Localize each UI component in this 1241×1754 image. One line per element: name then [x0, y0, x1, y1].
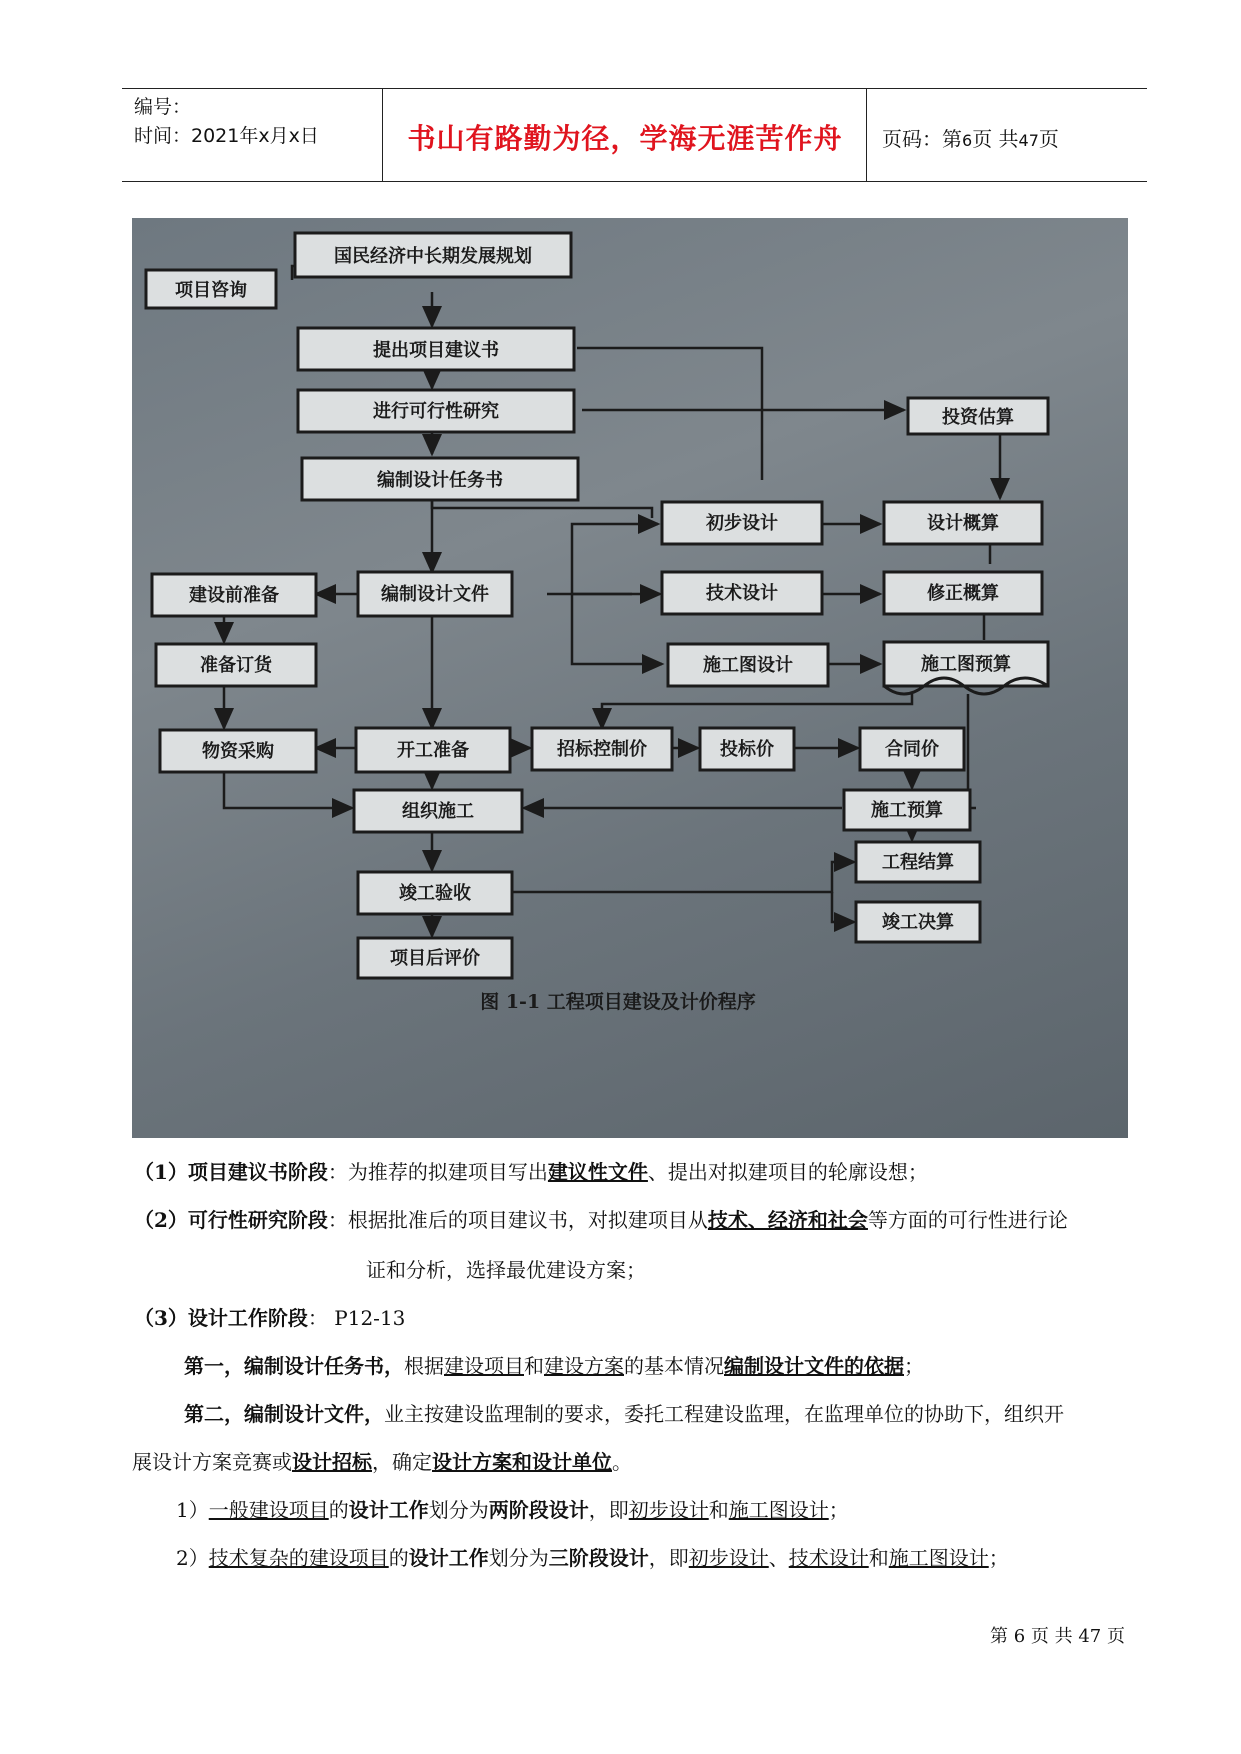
para-two-stage: [176, 1496, 849, 1524]
para-first: [184, 1352, 924, 1380]
page-footer: 第 6 页 共 47 页: [990, 1626, 1125, 1647]
svg-text:物资采购: 物资采购: [202, 741, 274, 762]
node-project-proposal: [298, 328, 574, 370]
p7-num: 2）: [176, 1546, 209, 1570]
node-design-brief: [302, 458, 578, 500]
p7-bold-2: 三阶段设计: [548, 1546, 649, 1570]
svg-text:招标控制价: 招标控制价: [557, 739, 647, 760]
svg-text:修正概算: 修正概算: [927, 583, 999, 604]
p5-underline-2: 设计方案和设计单位: [432, 1450, 612, 1474]
node-preliminary-design: [662, 502, 822, 544]
p6-bold-1: 设计工作: [348, 1498, 429, 1522]
svg-text:竣工决算: 竣工决算: [882, 912, 954, 933]
svg-text:项目咨询: 项目咨询: [175, 280, 247, 301]
page-total: 47: [1018, 131, 1039, 150]
para-second-cont: [132, 1448, 632, 1476]
p7-underline-4: 施工图设计: [888, 1546, 989, 1570]
flowchart-photo: [132, 218, 1128, 1138]
p2-text: ：根据批准后的项目建议书，对拟建项目从: [327, 1208, 708, 1232]
header-meta: [134, 93, 319, 151]
svg-text:施工预算: 施工预算: [871, 800, 943, 821]
p7-bold-1: 设计工作: [408, 1546, 489, 1570]
p7-underline-2: 初步设计: [688, 1546, 769, 1570]
para-proposal-stage: [134, 1158, 928, 1186]
svg-text:合同价: 合同价: [885, 739, 939, 760]
node-completion-acceptance: [358, 872, 512, 914]
p7-text-e: 和: [868, 1546, 889, 1570]
page-prefix: 页码：第: [882, 127, 962, 151]
node-construction-budget: [844, 790, 970, 830]
p7-text-c: ，即: [648, 1546, 689, 1570]
p1-text: ：为推荐的拟建项目写出: [327, 1160, 548, 1184]
p4-underline-1: 建设项目: [444, 1354, 524, 1378]
p5-underline-1: 设计招标: [292, 1450, 372, 1474]
p5-text-c: ，确定: [372, 1450, 432, 1474]
p7-text-d: 、: [768, 1546, 789, 1570]
p4-head: 第一，编制设计任务书，: [184, 1354, 404, 1378]
svg-text:进行可行性研究: 进行可行性研究: [373, 401, 499, 422]
node-revised-budget: [884, 572, 1042, 614]
node-final-accounts: [856, 902, 980, 942]
p2-head: 可行性研究阶段: [187, 1208, 328, 1232]
p4-text-d: ；: [904, 1354, 924, 1378]
p6-text: 的: [328, 1498, 349, 1522]
para-feasibility-stage: [134, 1206, 1068, 1234]
p2-text-end: 等方面的可行性进行论: [867, 1208, 1068, 1232]
page-suffix: 页: [1038, 127, 1059, 151]
p6-bold-2: 两阶段设计: [488, 1498, 589, 1522]
flowchart-diagram: [132, 218, 1128, 1138]
node-project-settlement: [856, 842, 980, 882]
p1-text-end: 、提出对拟建项目的轮廓设想；: [647, 1160, 928, 1184]
node-organize-construction: [354, 790, 522, 832]
p6-text-b: 划分为: [428, 1498, 489, 1522]
node-project-consulting: [146, 270, 276, 308]
p7-text: 的: [388, 1546, 409, 1570]
p6-underline-1: 一般建设项目: [208, 1498, 329, 1522]
p6-text-e: ；: [828, 1498, 849, 1522]
page-number: 6: [962, 131, 973, 150]
node-technical-design: [662, 572, 822, 614]
svg-text:设计概算: 设计概算: [927, 513, 999, 534]
svg-text:投资估算: 投资估算: [942, 407, 1014, 428]
page-mid: 页 共: [972, 127, 1019, 151]
svg-text:建设前准备: 建设前准备: [189, 585, 279, 606]
flowchart-caption: 图 1-1 工程项目建设及计价程序: [480, 991, 756, 1013]
p4-text-b: 和: [524, 1354, 544, 1378]
node-national-plan: [295, 233, 571, 277]
node-contract-price: [860, 728, 964, 770]
svg-text:提出项目建议书: 提出项目建议书: [373, 340, 499, 361]
p5-text-b: 展设计方案竞赛或: [132, 1450, 292, 1474]
p4-underline-2: 建设方案: [544, 1354, 624, 1378]
p6-text-d: 和: [708, 1498, 729, 1522]
p1-num: （1）: [134, 1160, 188, 1184]
p7-underline-1: 技术复杂的建设项目: [208, 1546, 389, 1570]
header-motto: 书山有路勤为径，学海无涯苦作舟: [407, 122, 843, 155]
page-header: [122, 88, 1147, 182]
p4-underline-3: 编制设计文件的依据: [724, 1354, 904, 1378]
time-label: 时间：2021年x月x日: [134, 125, 319, 147]
svg-text:组织施工: 组织施工: [402, 801, 474, 822]
p7-underline-3: 技术设计: [788, 1546, 869, 1570]
node-design-budget: [884, 502, 1042, 544]
p7-text-b: 划分为: [488, 1546, 549, 1570]
p3-head: 设计工作阶段: [187, 1306, 308, 1330]
p2-num: （2）: [134, 1208, 188, 1232]
p6-underline-2: 初步设计: [628, 1498, 709, 1522]
p5-text-d: 。: [612, 1450, 632, 1474]
svg-text:初步设计: 初步设计: [706, 513, 778, 534]
svg-text:编制设计文件: 编制设计文件: [381, 584, 489, 605]
svg-text:项目后评价: 项目后评价: [390, 948, 480, 969]
svg-text:投标价: 投标价: [720, 739, 774, 760]
p2-underline: 技术、经济和社会: [707, 1208, 868, 1232]
p4-text: 根据: [404, 1354, 444, 1378]
node-construction-drawing: [668, 644, 828, 686]
node-investment-estimate: [908, 398, 1048, 434]
p6-text-c: ，即: [588, 1498, 629, 1522]
para-second: [184, 1400, 1064, 1428]
node-feasibility-study: [298, 390, 574, 432]
number-label: 编号：: [134, 96, 192, 118]
p3-num: （3）: [134, 1306, 188, 1330]
header-divider: [382, 89, 383, 181]
svg-text:国民经济中长期发展规划: 国民经济中长期发展规划: [334, 246, 532, 267]
svg-text:技术设计: 技术设计: [706, 583, 778, 604]
p5-head: 第二，编制设计文件，: [184, 1402, 384, 1426]
p1-head: 项目建议书阶段: [187, 1160, 328, 1184]
node-pre-construction: [152, 574, 316, 616]
p6-underline-3: 施工图设计: [728, 1498, 829, 1522]
svg-text:编制设计任务书: 编制设计任务书: [377, 470, 503, 491]
p7-text-f: ；: [988, 1546, 1009, 1570]
p5-text: 业主按建设监理制的要求，委托工程建设监理，在监理单位的协助下，组织开: [384, 1402, 1064, 1426]
node-start-prep: [356, 728, 510, 772]
node-bid-price: [700, 728, 794, 770]
svg-text:准备订货: 准备订货: [200, 655, 272, 676]
svg-text:施工图设计: 施工图设计: [703, 655, 793, 676]
para-three-stage: [176, 1544, 1009, 1572]
node-design-documents: [358, 572, 512, 616]
svg-text:工程结算: 工程结算: [882, 852, 954, 873]
svg-text:施工图预算: 施工图预算: [921, 654, 1011, 675]
para-design-stage: [134, 1304, 405, 1332]
p4-text-c: 的基本情况: [624, 1354, 724, 1378]
header-divider: [866, 89, 867, 181]
header-page-info: [882, 123, 1059, 152]
svg-text:开工准备: 开工准备: [397, 740, 469, 761]
node-order-prep: [156, 644, 316, 686]
svg-text:竣工验收: 竣工验收: [399, 883, 471, 904]
p6-num: 1）: [176, 1498, 209, 1522]
node-tender-control-price: [532, 728, 672, 770]
para-feasibility-cont: 证和分析，选择最优建设方案；: [366, 1258, 646, 1282]
p1-underline: 建议性文件: [547, 1160, 648, 1184]
p3-text: ： P12-13: [307, 1306, 406, 1330]
node-material-purchase: [160, 730, 316, 772]
node-post-evaluation: [358, 938, 512, 978]
